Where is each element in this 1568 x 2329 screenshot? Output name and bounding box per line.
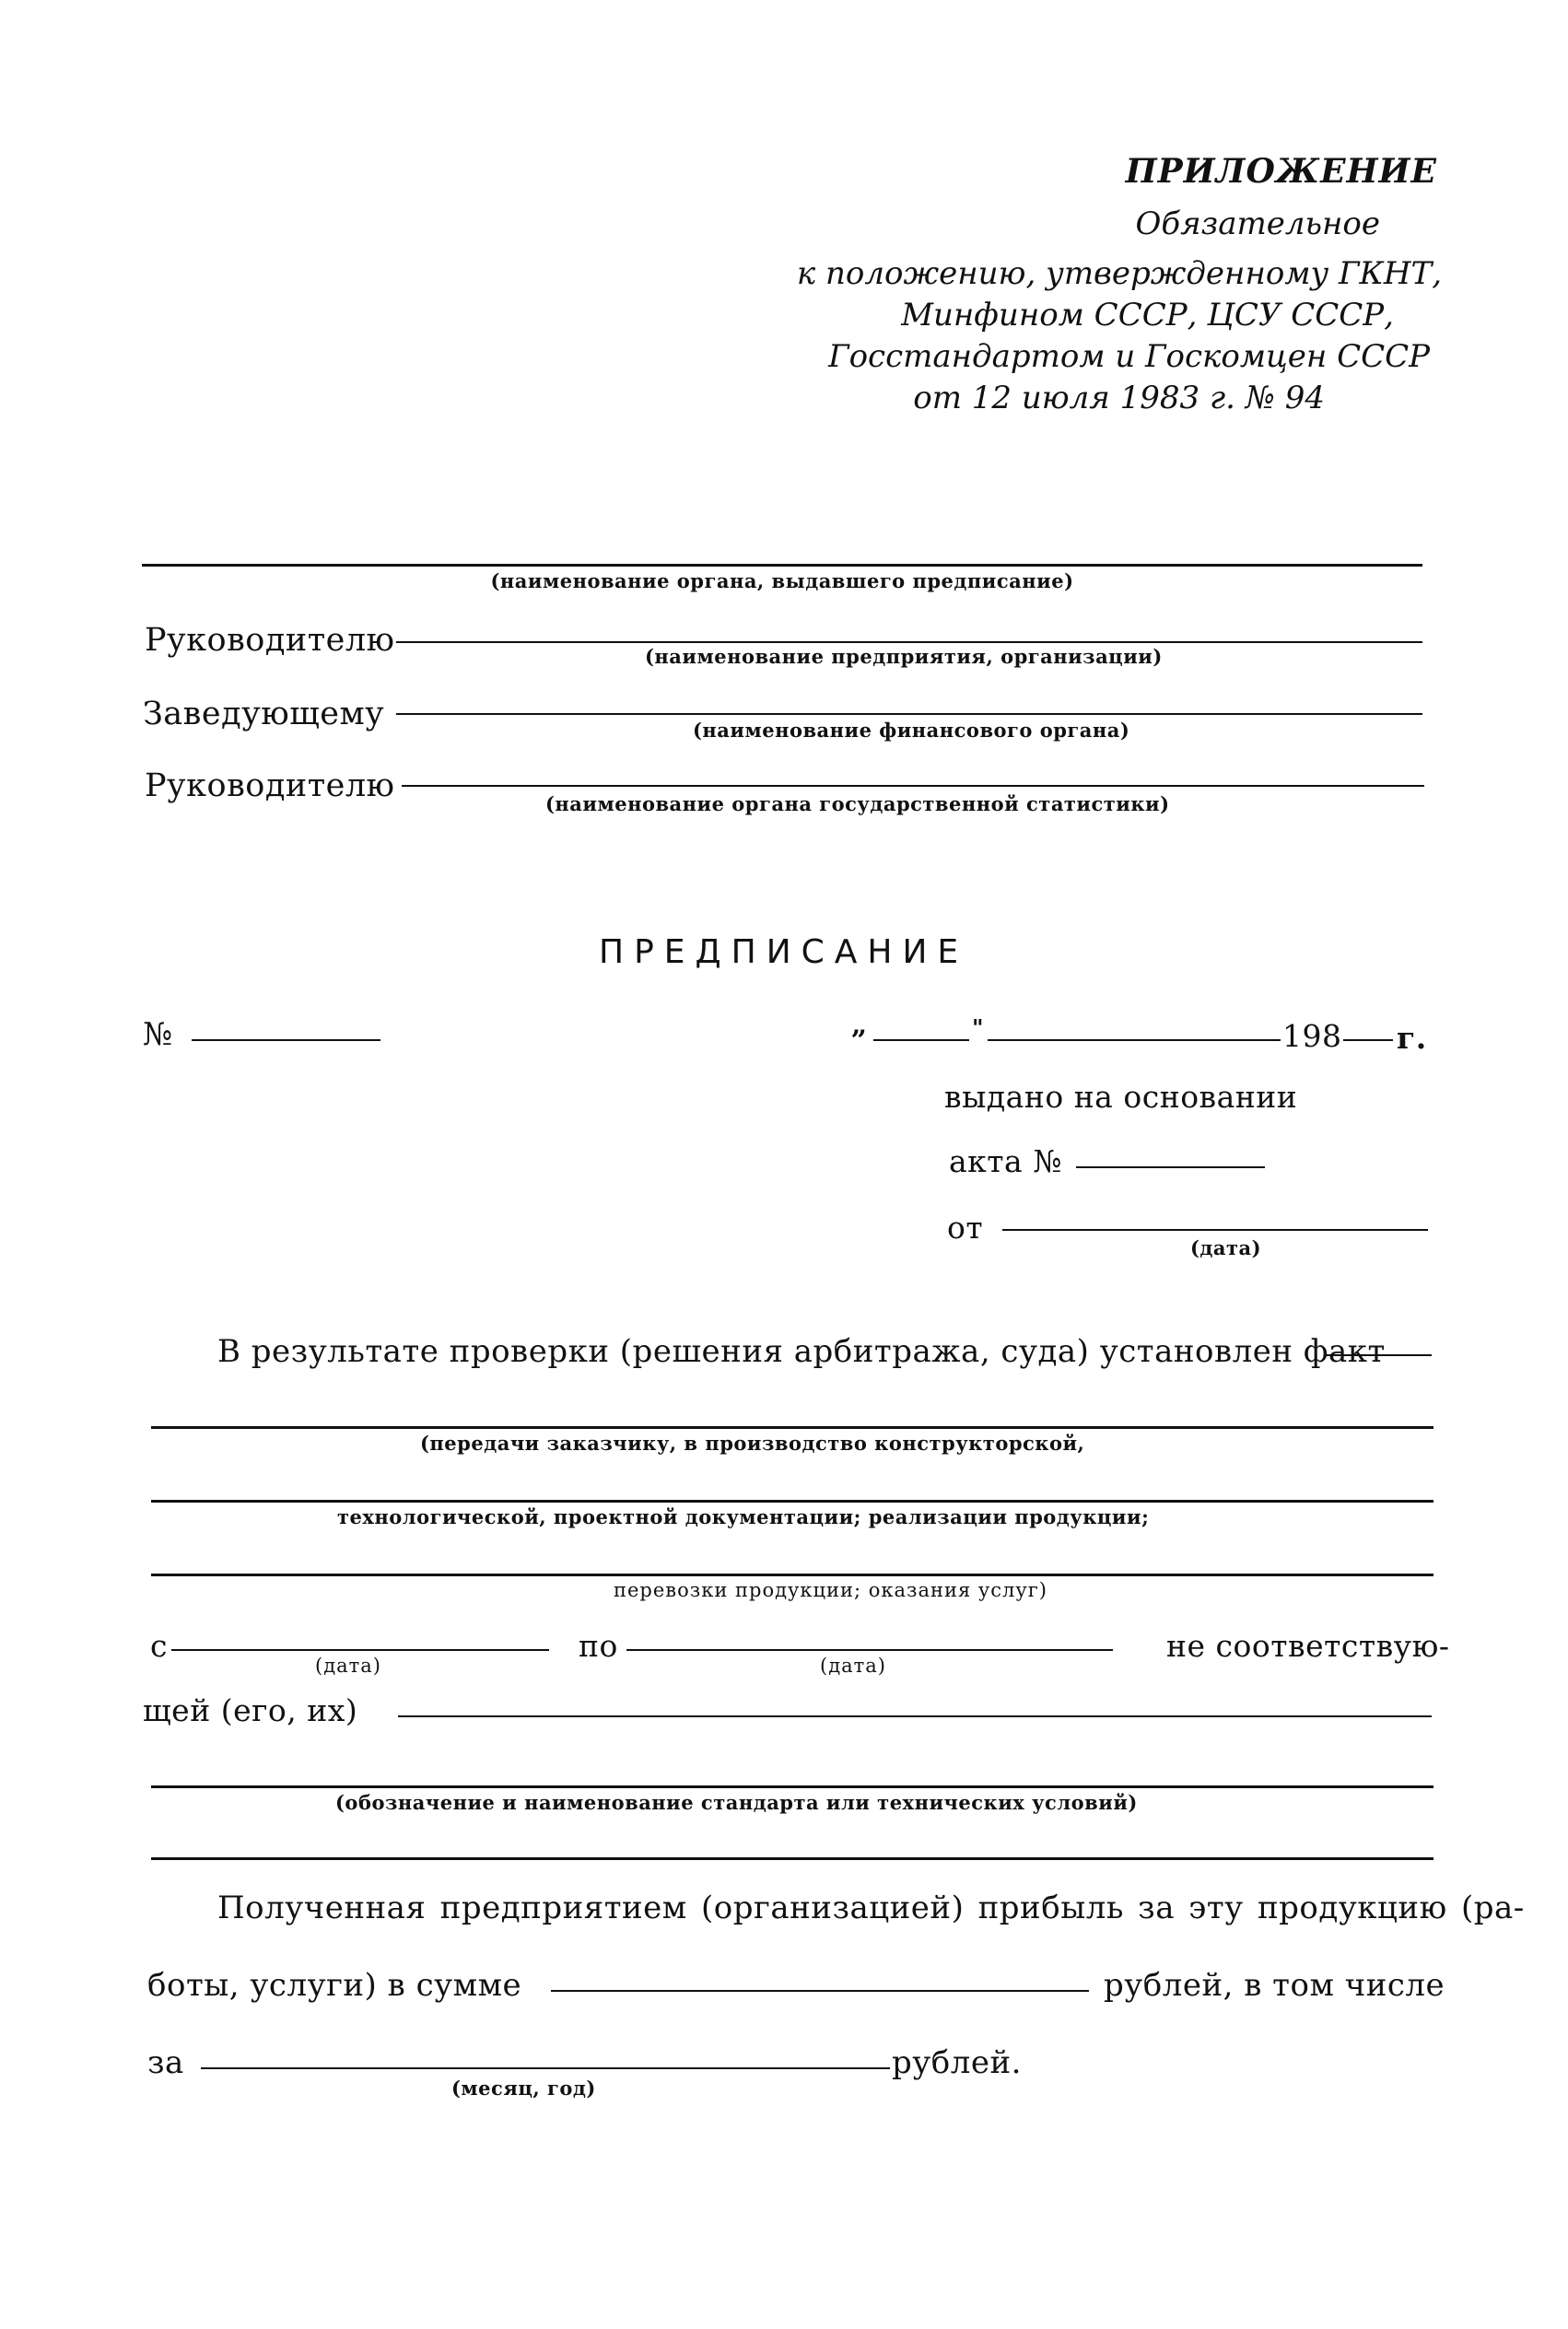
period-to-line[interactable] <box>626 1649 1113 1651</box>
basis-line-3: Госстандартом и Госкомцен СССР <box>828 338 1430 375</box>
fact-line-1[interactable] <box>151 1426 1433 1429</box>
period-from-caption: (дата) <box>315 1655 381 1677</box>
addressee-3-caption: (наименование органа государственной статистики) <box>545 792 1170 815</box>
period-from-label: с <box>150 1628 168 1664</box>
nonconforming-label: не соответствую- <box>1166 1628 1450 1664</box>
date-month-line[interactable] <box>988 1039 1281 1041</box>
fact-line-2[interactable] <box>151 1500 1433 1503</box>
addressee-2-line[interactable] <box>396 713 1422 715</box>
year-line[interactable] <box>1343 1039 1393 1041</box>
profit-sum-line[interactable] <box>551 1990 1089 1992</box>
addressee-2-caption: (наименование финансового органа) <box>693 719 1130 742</box>
standard-line-1[interactable] <box>398 1715 1432 1717</box>
nonconforming-label-2: щей (его, их) <box>143 1692 358 1728</box>
date-open-quote: „ <box>851 1009 868 1041</box>
issuer-line[interactable] <box>142 564 1422 567</box>
standard-caption: (обозначение и наименование стандарта или технических условий) <box>335 1791 1138 1814</box>
profit-line-3-start: за <box>147 2044 184 2081</box>
month-year-caption: (месяц, год) <box>451 2077 596 2100</box>
basis-line-2: Минфином СССР, ЦСУ СССР, <box>901 297 1394 334</box>
profit-line-1: Полученная предприятием (организацией) прибыль за эту продукцию (ра- <box>217 1890 1525 1926</box>
addressee-3-label: Руководителю <box>145 767 395 804</box>
basis-line-1: к положению, утвержденному ГКНТ, <box>796 255 1442 292</box>
profit-line-3-end: рублей. <box>892 2044 1022 2081</box>
issued-basis: выдано на основании <box>944 1079 1298 1115</box>
act-date-line[interactable] <box>1002 1229 1428 1231</box>
addressee-1-caption: (наименование предприятия, организации) <box>645 645 1163 668</box>
act-label: акта № <box>949 1143 1062 1179</box>
fact-paragraph: В результате проверки (решения арбитража, суда) установлен факт <box>217 1333 1386 1370</box>
standard-line-2[interactable] <box>151 1785 1433 1788</box>
addressee-3-line[interactable] <box>402 785 1424 787</box>
period-to-label: по <box>579 1628 618 1664</box>
act-number-line[interactable] <box>1076 1166 1265 1168</box>
act-date-caption: (дата) <box>1190 1236 1262 1259</box>
appendix-subtitle: Обязательное <box>1135 205 1380 242</box>
date-close-quote: " <box>972 1014 985 1041</box>
addressee-1-label: Руководителю <box>145 622 395 659</box>
fact-caption-1: (передачи заказчику, в производство конструкторской, <box>420 1432 1085 1455</box>
act-from-label: от <box>947 1210 984 1246</box>
year-prefix: 198 <box>1282 1018 1342 1054</box>
addressee-1-line[interactable] <box>396 641 1422 643</box>
date-day-line[interactable] <box>873 1039 969 1041</box>
basis-line-4: от 12 июля 1983 г. № 94 <box>913 380 1325 416</box>
year-suffix: г. <box>1397 1020 1427 1056</box>
fact-line-end[interactable] <box>1327 1354 1432 1356</box>
period-to-caption: (дата) <box>820 1655 886 1677</box>
period-from-line[interactable] <box>171 1649 549 1651</box>
fact-caption-2: технологической, проектной документации; реализации продукции; <box>337 1505 1150 1528</box>
addressee-2-label: Заведующему <box>143 696 385 732</box>
issuer-caption: (наименование органа, выдавшего предписание) <box>490 569 1074 592</box>
fact-caption-3: перевозки продукции; оказания услуг) <box>614 1579 1047 1601</box>
standard-line-3[interactable] <box>151 1857 1433 1860</box>
appendix-title: ПРИЛОЖЕНИЕ <box>1125 152 1437 191</box>
order-title: ПРЕДПИСАНИЕ <box>599 933 969 971</box>
profit-line-2-start: боты, услуги) в сумме <box>147 1967 522 2004</box>
order-number-line[interactable] <box>192 1039 380 1041</box>
order-number-label: № <box>143 1016 173 1053</box>
profit-period-line[interactable] <box>201 2067 890 2069</box>
fact-line-3[interactable] <box>151 1574 1433 1576</box>
profit-line-2-end: рублей, в том числе <box>1104 1967 1445 2004</box>
